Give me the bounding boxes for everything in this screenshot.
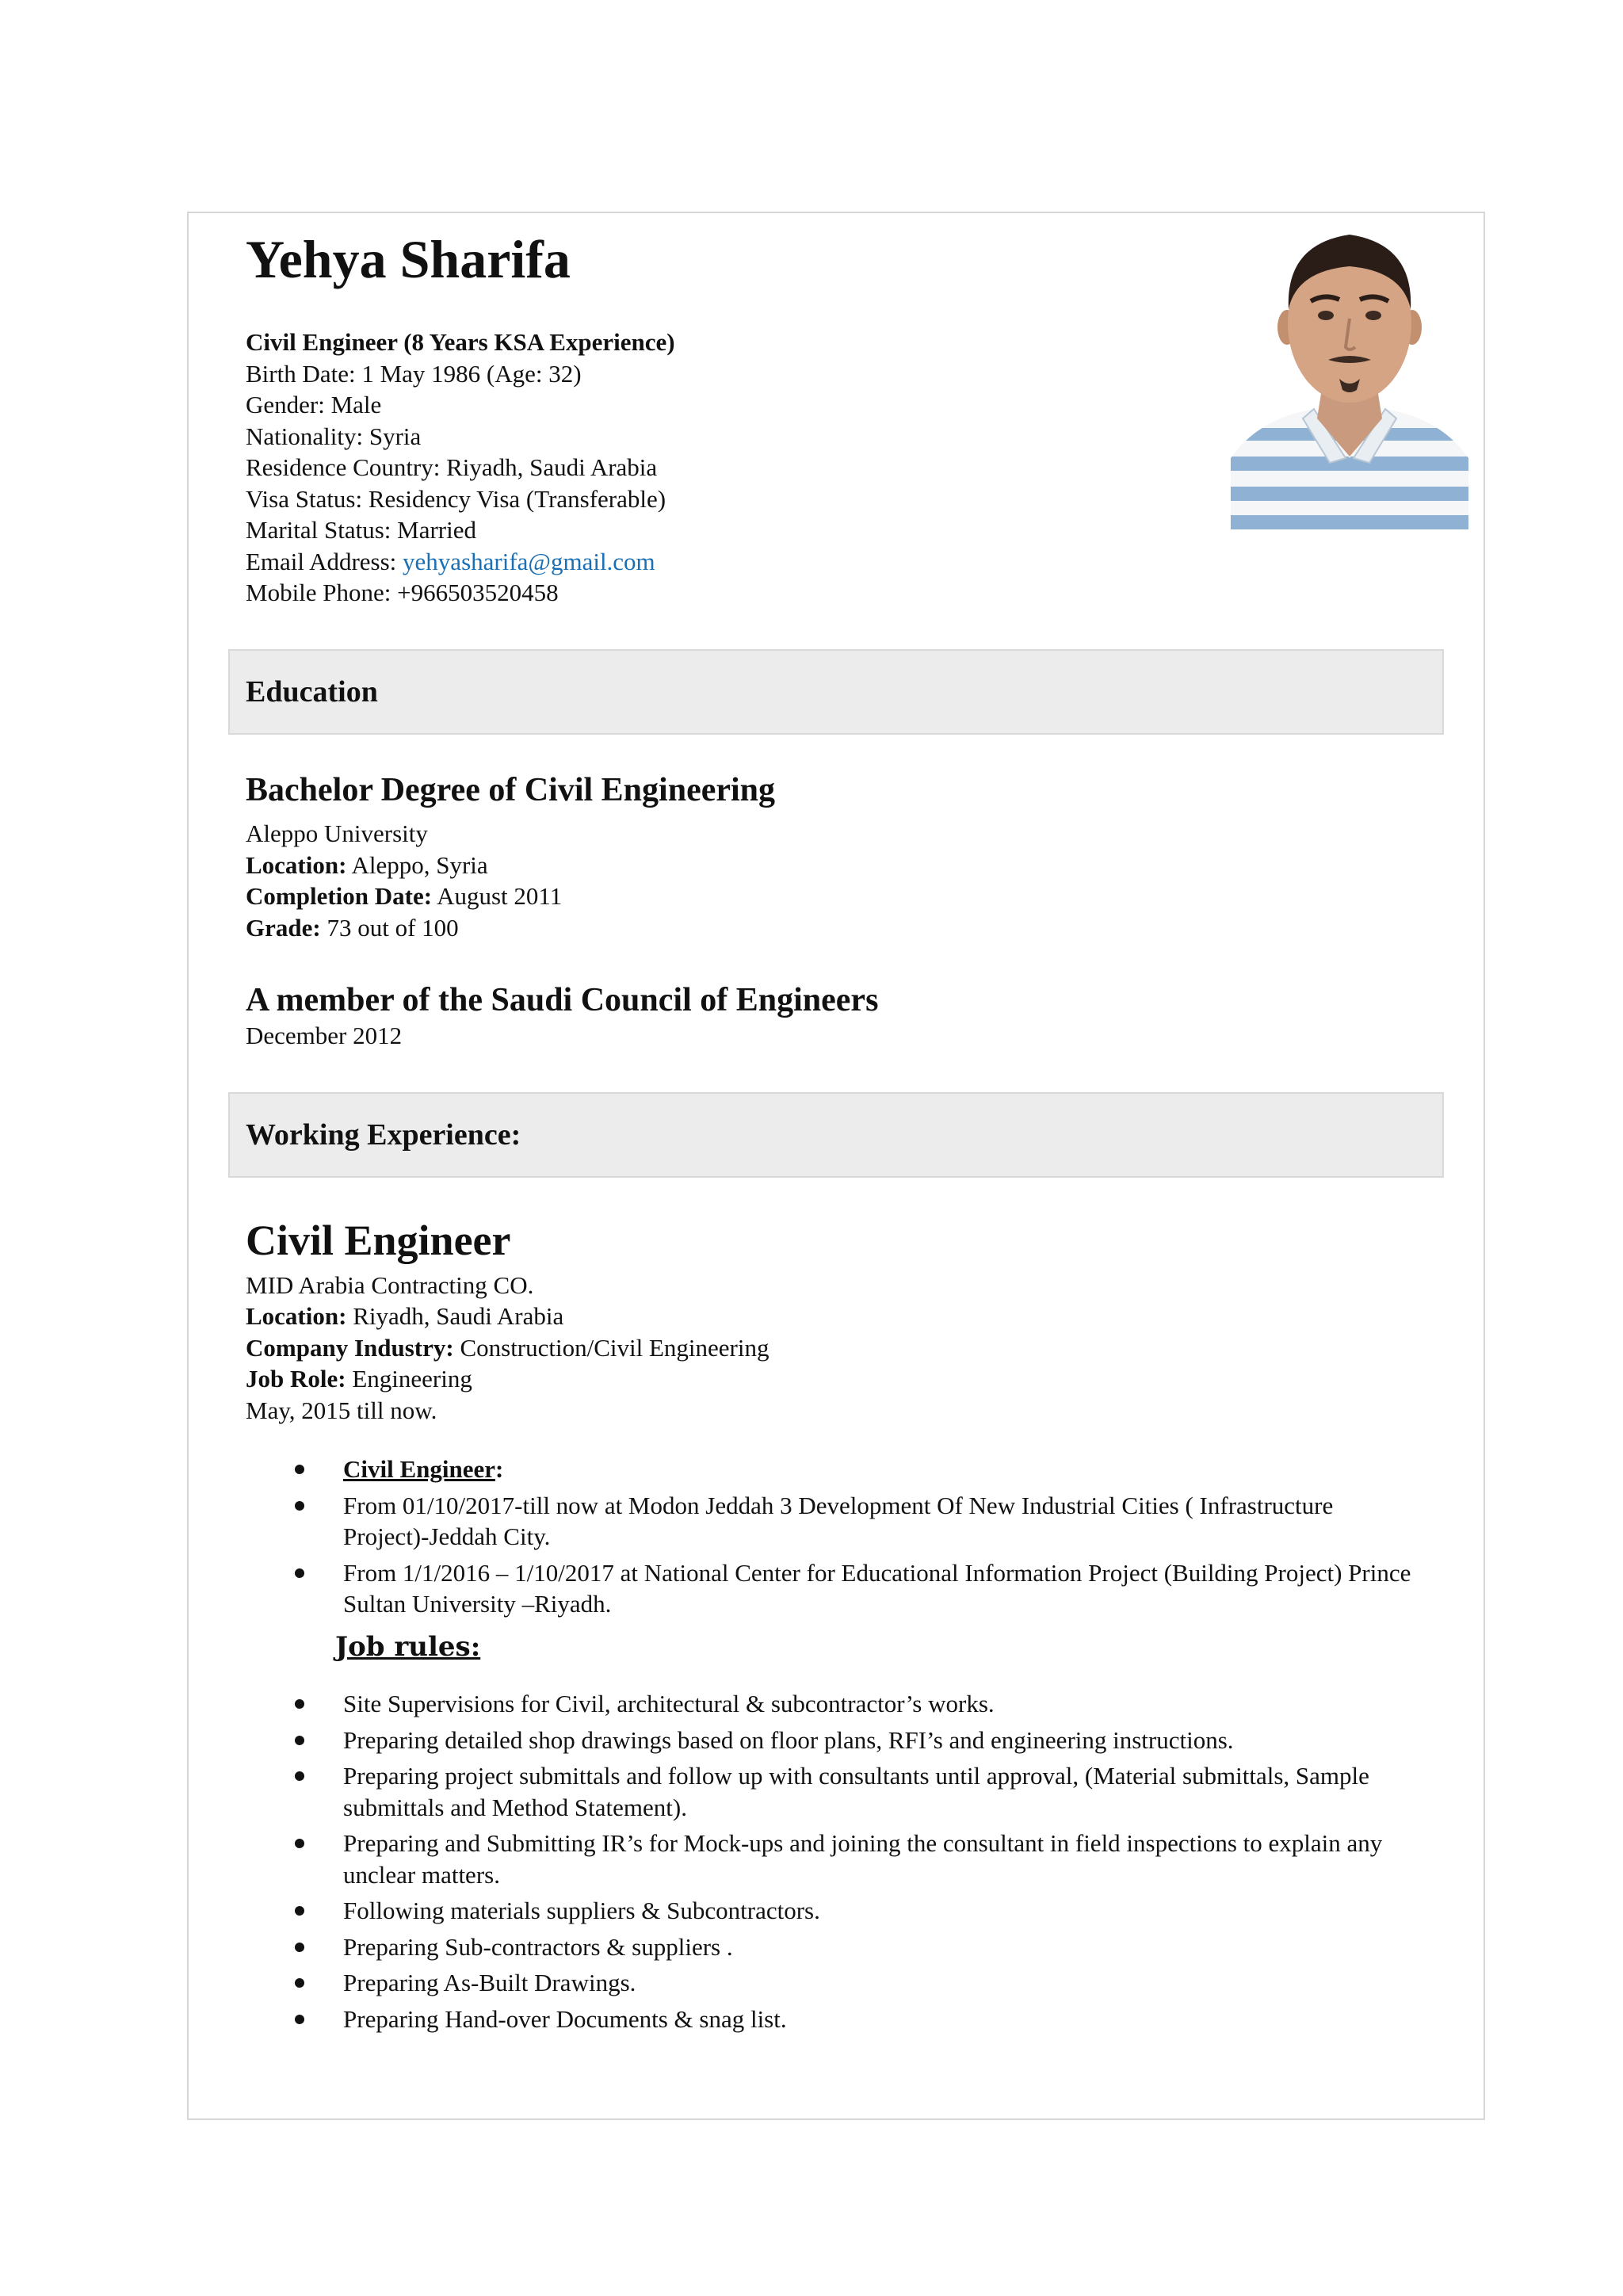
job-rule-text: Preparing Hand-over Documents & snag list. [343, 2004, 787, 2033]
bullet-icon [295, 1771, 304, 1781]
education-section-header [228, 649, 1444, 735]
grade-value: 73 out of 100 [320, 913, 459, 942]
mobile-phone: Mobile Phone: +966503520458 [246, 579, 559, 606]
email-address [246, 546, 675, 578]
positions-list [246, 1454, 1419, 1625]
experience-heading: Working Experience: [246, 1118, 521, 1152]
list-item [246, 1688, 1419, 1720]
experience-details [246, 1215, 769, 1426]
company-industry [246, 1332, 769, 1364]
list-item [246, 1454, 1419, 1485]
job-rules-list [246, 1688, 1419, 2039]
job-role-value: Engineering [346, 1365, 472, 1393]
grade [246, 912, 775, 944]
completion-date-label: Completion Date: [246, 882, 433, 911]
birth-date: Birth Date: 1 May 1986 (Age: 32) [246, 359, 582, 388]
company-location-value: Riyadh, Saudi Arabia [346, 1302, 564, 1331]
job-role [246, 1363, 769, 1395]
job-rule-text: Site Supervisions for Civil, architectural & subcontractor’s works. [343, 1690, 995, 1717]
list-item [246, 1895, 1419, 1927]
email-link[interactable]: yehyasharifa@gmail.com [403, 547, 655, 575]
positions-label: Civil Engineer [343, 1455, 496, 1483]
company-name: MID Arabia Contracting CO. [246, 1270, 534, 1299]
position-text: From 01/10/2017-till now at Modon Jeddah 3 Development Of New Industrial Cities ( Infrastructure Project)-Jeddah City. [343, 1491, 1334, 1550]
bullet-icon [295, 1736, 304, 1745]
company-industry-value: Construction/Civil Engineering [453, 1333, 769, 1362]
job-title-summary: Civil Engineer (8 Years KSA Experience) [246, 328, 675, 356]
list-item [246, 1931, 1419, 1963]
completion-date [246, 881, 775, 912]
bullet-icon [295, 1978, 304, 1988]
list-item [246, 2004, 1419, 2035]
membership [246, 980, 878, 1052]
job-rules-heading: Job rules: [335, 1631, 481, 1663]
membership-title: A member of the Saudi Council of Engineers [246, 982, 879, 1018]
candidate-name: Yehya Sharifa [246, 229, 571, 289]
personal-info [246, 327, 675, 609]
list-item [246, 1828, 1419, 1890]
university-name: Aleppo University [246, 819, 428, 848]
bullet-icon [295, 1699, 304, 1709]
nationality: Nationality: Syria [246, 422, 422, 450]
visa-status: Visa Status: Residency Visa (Transferable) [246, 484, 666, 513]
job-rule-text: Preparing and Submitting IR’s for Mock-ups and joining the consultant in field inspections to explain any unclear matters. [343, 1829, 1383, 1889]
position-text: From 1/1/2016 – 1/10/2017 at National Center for Educational Information Project (Building Project) Prince Sultan University –Riyadh. [343, 1558, 1411, 1618]
job-rule-text: Preparing As-Built Drawings. [343, 1969, 636, 1996]
grade-label: Grade: [246, 913, 321, 942]
list-item [246, 1760, 1419, 1823]
job-rule-text: Preparing detailed shop drawings based on floor plans, RFI’s and engineering instructions. [343, 1725, 1234, 1754]
bullet-icon [295, 1501, 304, 1511]
education-location-value: Aleppo, Syria [346, 850, 488, 879]
job-rule-text: Preparing Sub-contractors & suppliers . [343, 1932, 733, 1961]
experience-job-title: Civil Engineer [246, 1217, 511, 1264]
education-location [246, 850, 775, 881]
education-heading: Education [246, 675, 378, 709]
experience-section-header [228, 1092, 1444, 1178]
list-item [246, 1725, 1419, 1756]
list-item [246, 1967, 1419, 1999]
employment-period: May, 2015 till now. [246, 1396, 437, 1424]
list-item [246, 1490, 1419, 1553]
marital-status: Marital Status: Married [246, 516, 476, 544]
list-item [246, 1557, 1419, 1620]
positions-colon: : [495, 1455, 504, 1483]
membership-date: December 2012 [246, 1022, 403, 1050]
job-role-label: Job Role: [246, 1365, 346, 1393]
company-location [246, 1301, 769, 1332]
profile-photo [1227, 220, 1472, 529]
bullet-icon [295, 1839, 304, 1848]
education-location-label: Location: [246, 850, 347, 879]
completion-date-value: August 2011 [432, 882, 563, 911]
company-location-label: Location: [246, 1302, 347, 1331]
bullet-icon [295, 2015, 304, 2024]
email-label: Email Address: [246, 547, 403, 575]
residence-country: Residence Country: Riyadh, Saudi Arabia [246, 453, 658, 481]
job-rule-text: Preparing project submittals and follow up with consultants until approval, (Material submittals, Sample submittals and Method Statement). [343, 1762, 1369, 1821]
gender: Gender: Male [246, 391, 382, 418]
education-details [246, 770, 775, 943]
job-rule-text: Following materials suppliers & Subcontractors. [343, 1897, 820, 1924]
company-industry-label: Company Industry: [246, 1333, 454, 1362]
bullet-icon [295, 1943, 304, 1952]
degree-title: Bachelor Degree of Civil Engineering [246, 772, 776, 808]
bullet-icon [295, 1465, 304, 1474]
bullet-icon [295, 1906, 304, 1916]
bullet-icon [295, 1568, 304, 1578]
